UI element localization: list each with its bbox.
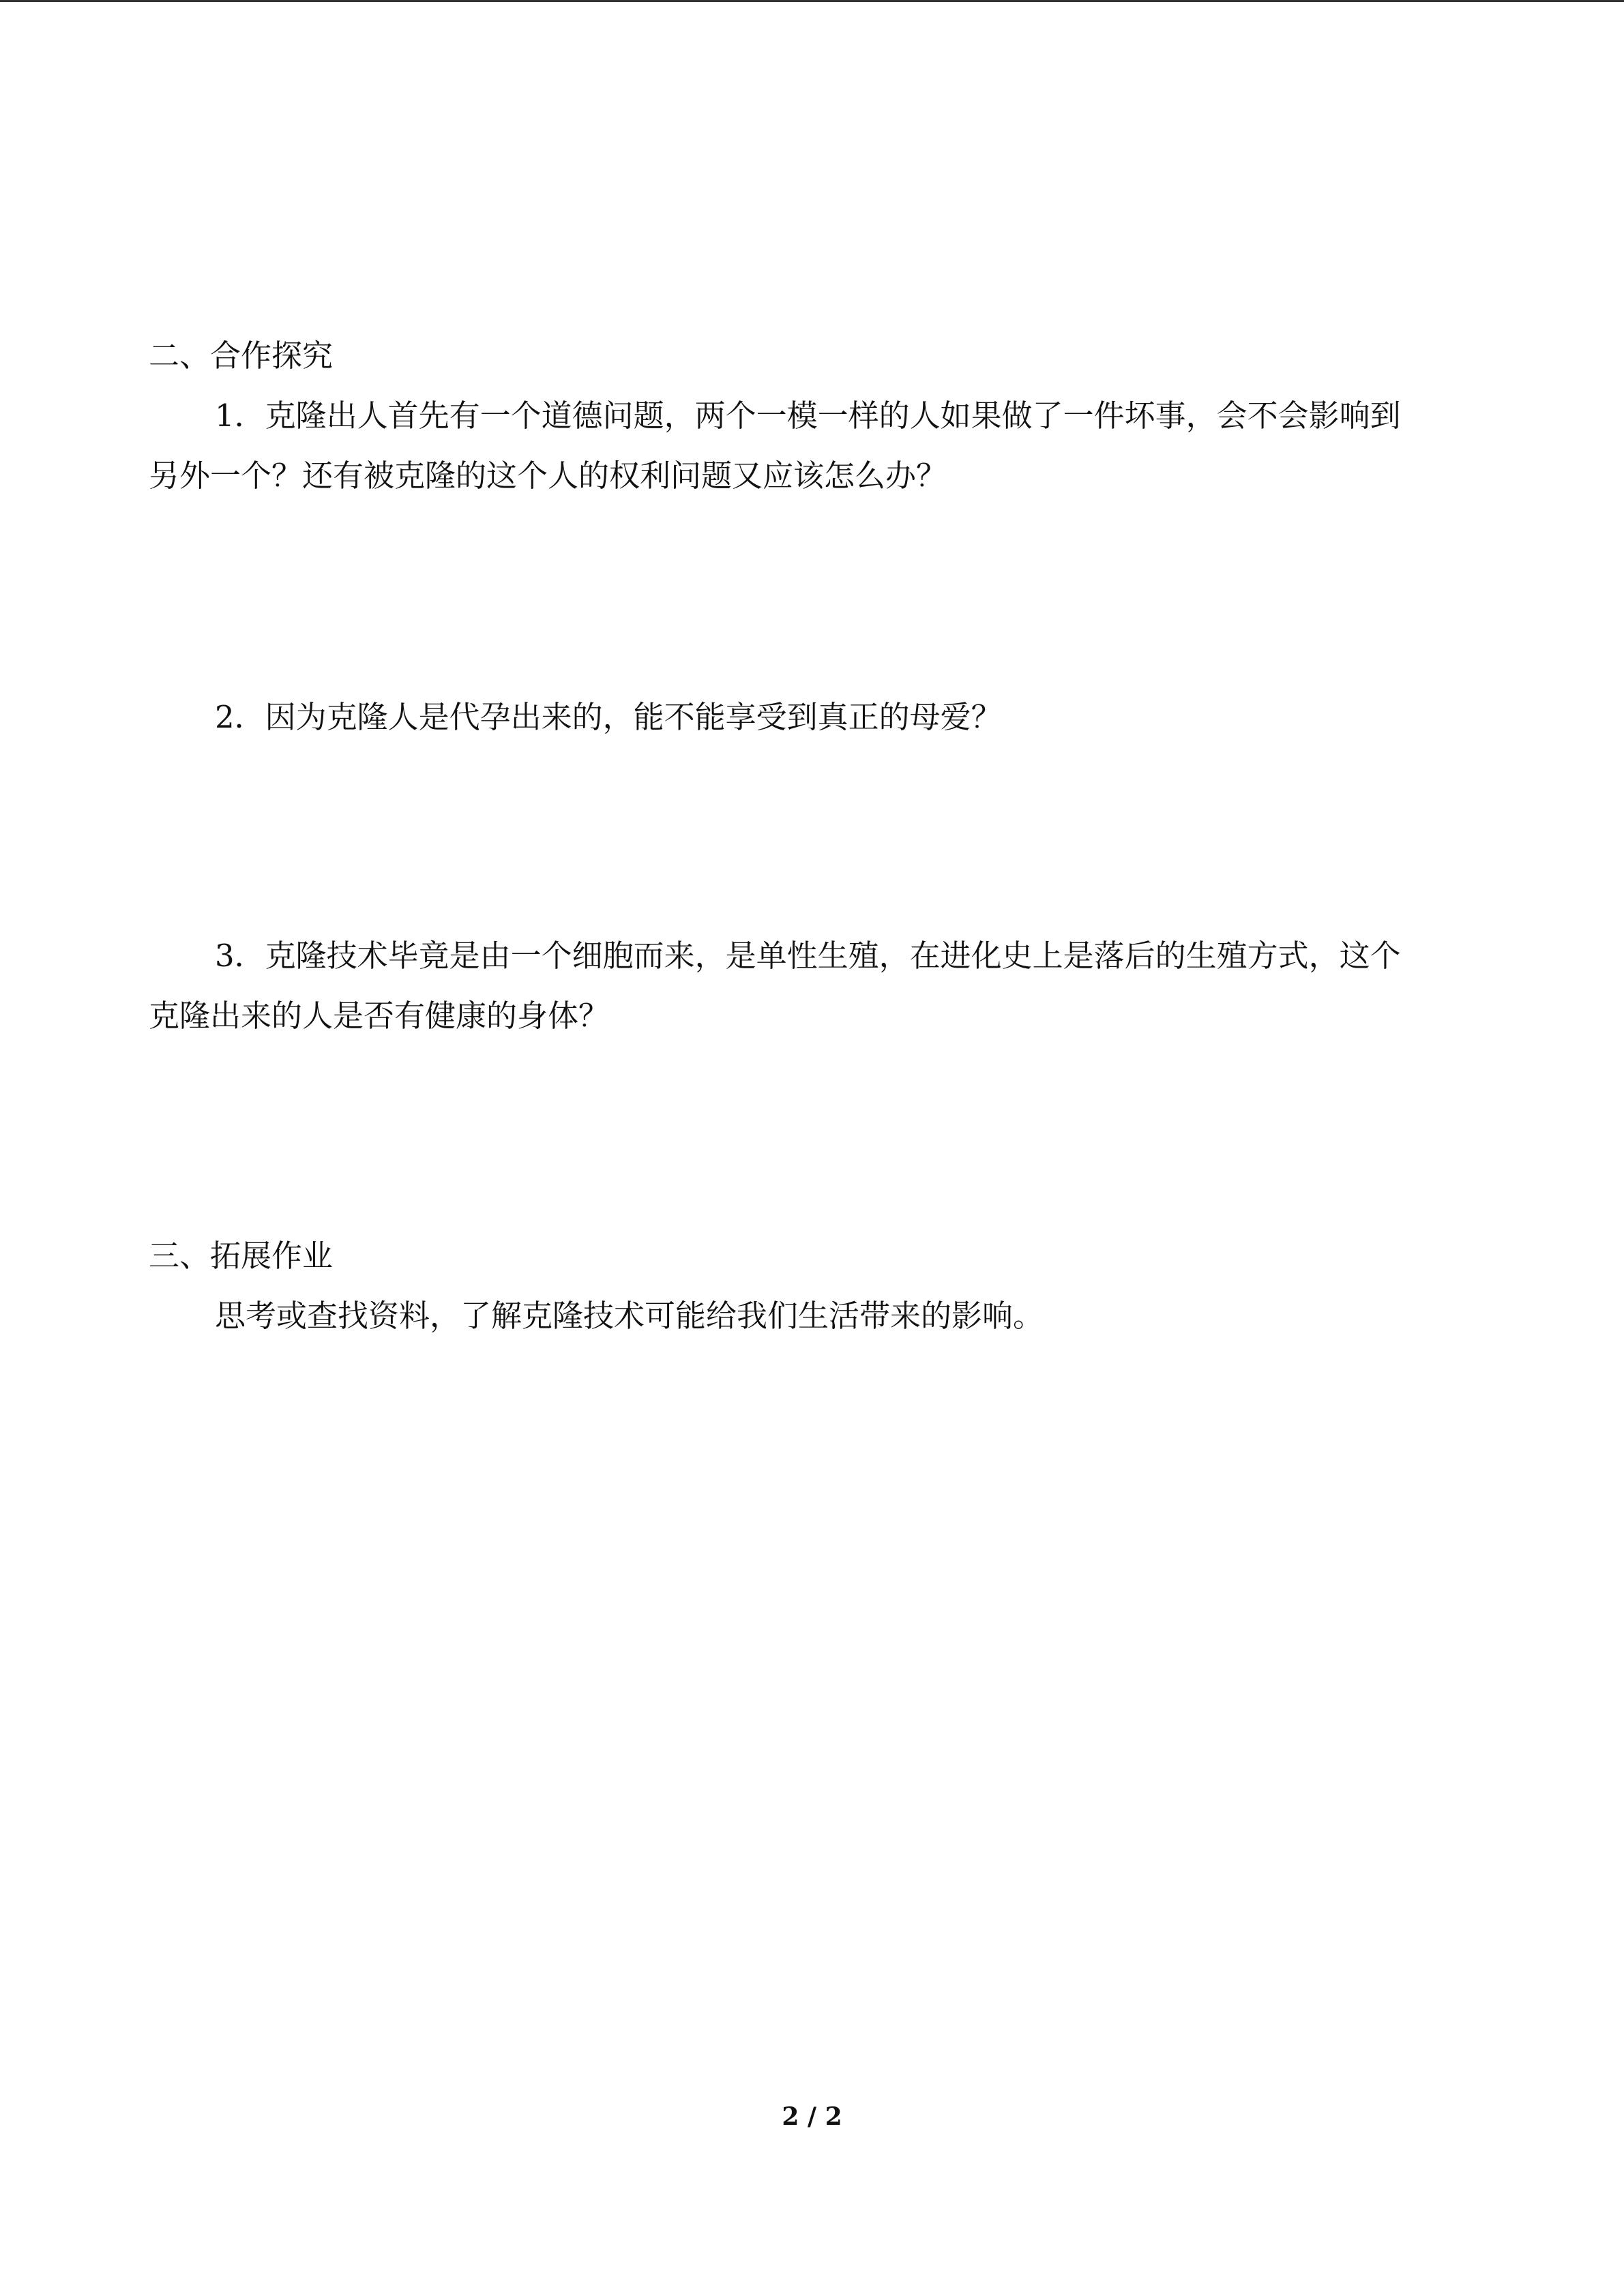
question-2-line-1: 2．因为克隆人是代孕出来的，能不能享受到真正的母爱？ [215, 699, 1002, 735]
section-heading-extension-homework: 三、拓展作业 [149, 1238, 334, 1274]
question-1-line-1: 1．克隆出人首先有一个道德问题，两个一模一样的人如果做了一件坏事，会不会影响到 [215, 398, 1401, 434]
question-2 [149, 687, 1479, 747]
question-3-line-2: 克隆出来的人是否有健康的身体？ [149, 998, 610, 1034]
top-border-line [0, 0, 1624, 2]
question-1 [149, 386, 1479, 506]
section-heading-cooperative-inquiry: 二、合作探究 [149, 338, 334, 374]
extension-homework-text: 思考或查找资料，了解克隆技术可能给我们生活带来的影响。 [215, 1298, 1044, 1334]
question-3 [149, 926, 1479, 1046]
page-number: 2 / 2 [782, 2102, 842, 2131]
question-1-line-2: 另外一个？还有被克隆的这个人的权利问题又应该怎么办？ [149, 458, 947, 494]
question-3-line-1: 3．克隆技术毕竟是由一个细胞而来，是单性生殖，在进化史上是落后的生殖方式，这个 [215, 938, 1401, 974]
